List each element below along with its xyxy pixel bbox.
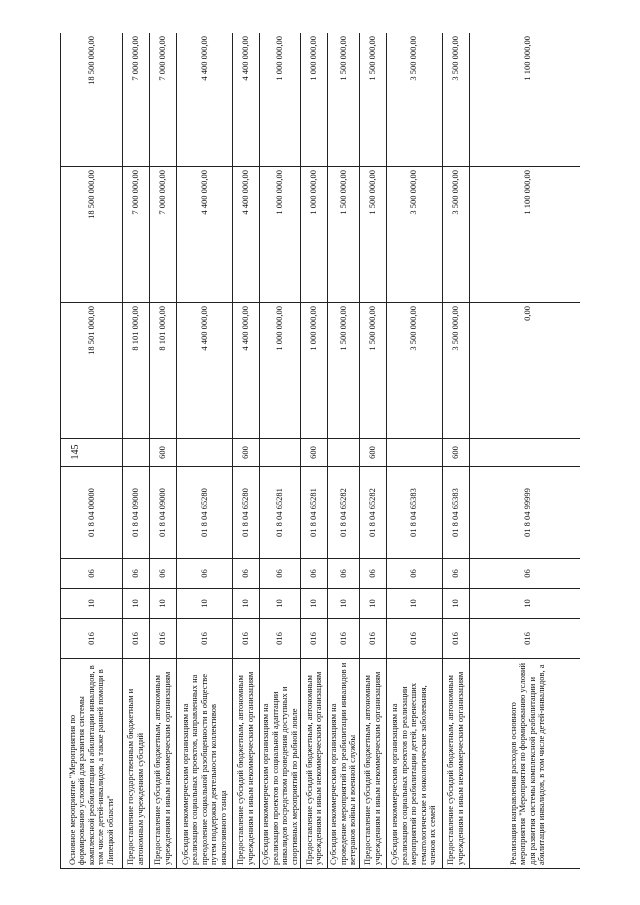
amount-year-1: 1 000 000,00 <box>260 303 301 439</box>
ministry-code: 016 <box>359 619 386 659</box>
table-row <box>150 33 177 869</box>
table-row <box>469 33 580 869</box>
section-code: 10 <box>233 589 260 619</box>
amount-year-3: 3 500 000,00 <box>442 33 469 167</box>
section-code: 10 <box>150 589 177 619</box>
row-name: Субсидии некоммерческим организациям на реализацию социальных проектов, направленных на преодоление социальной разобщенности в обществе путем поддержки деятельности коллективов инклюзивного танца <box>177 659 233 869</box>
amount-year-3: 1 500 000,00 <box>359 33 386 167</box>
expense-type-code <box>61 439 123 467</box>
table-row <box>123 33 150 869</box>
table-row <box>301 33 328 869</box>
subsection-code: 06 <box>123 559 150 589</box>
amount-year-3: 1 100 000,00 <box>469 33 580 167</box>
amount-year-2: 3 500 000,00 <box>386 167 442 303</box>
expense-type-code <box>177 439 233 467</box>
section-code: 10 <box>301 589 328 619</box>
subsection-code: 06 <box>359 559 386 589</box>
amount-year-2: 1 000 000,00 <box>301 167 328 303</box>
amount-year-1: 3 500 000,00 <box>386 303 442 439</box>
subsection-code: 06 <box>61 559 123 589</box>
ministry-code: 016 <box>123 619 150 659</box>
ministry-code: 016 <box>386 619 442 659</box>
target-item-code: 01 8 04 65383 <box>442 467 469 559</box>
amount-year-2: 7 000 000,00 <box>150 167 177 303</box>
expense-type-code: 600 <box>359 439 386 467</box>
subsection-code: 06 <box>233 559 260 589</box>
ministry-code: 016 <box>328 619 360 659</box>
page-number: 145 <box>70 444 81 460</box>
amount-year-2: 18 500 000,00 <box>61 167 123 303</box>
amount-year-2: 1 500 000,00 <box>359 167 386 303</box>
table-row <box>177 33 233 869</box>
section-code: 10 <box>123 589 150 619</box>
amount-year-2: 4 400 000,00 <box>177 167 233 303</box>
table-body <box>61 33 581 869</box>
amount-year-1: 4 400 000,00 <box>233 303 260 439</box>
table-row <box>328 33 360 869</box>
target-item-code: 01 8 04 65281 <box>260 467 301 559</box>
section-code: 10 <box>359 589 386 619</box>
target-item-code: 01 8 04 09000 <box>123 467 150 559</box>
table-row <box>359 33 386 869</box>
expense-type-code: 600 <box>233 439 260 467</box>
target-item-code: 01 8 04 99999 <box>469 467 580 559</box>
row-name: Предоставление субсидий бюджетным, автономным учреждениям и иным некоммерческим организациям <box>359 659 386 869</box>
ministry-code: 016 <box>442 619 469 659</box>
ministry-code: 016 <box>177 619 233 659</box>
amount-year-3: 7 000 000,00 <box>150 33 177 167</box>
amount-year-3: 4 400 000,00 <box>177 33 233 167</box>
row-name: Реализация направления расходов основного мероприятия "Мероприятия по формированию условий для развития системы комплексной реабилитации и абилитации инвалидов, в том числе детей-инвалидов, а <box>469 659 580 869</box>
row-name: Основное мероприятие "Мероприятия по формированию условий для развития системы комплексной реабилитации и абилитации инвалидов, в том числе детей-инвалидов, а также ранней помощи в Липецкой области" <box>61 659 123 869</box>
amount-year-3: 3 500 000,00 <box>386 33 442 167</box>
table-row <box>442 33 469 869</box>
subsection-code: 06 <box>177 559 233 589</box>
amount-year-3: 1 500 000,00 <box>328 33 360 167</box>
amount-year-1: 1 500 000,00 <box>328 303 360 439</box>
ministry-code: 016 <box>150 619 177 659</box>
amount-year-1: 3 500 000,00 <box>442 303 469 439</box>
ministry-code: 016 <box>233 619 260 659</box>
subsection-code: 06 <box>469 559 580 589</box>
row-name: Предоставление государственным бюджетным и автономным учреждениям субсидий <box>123 659 150 869</box>
row-name: Предоставление субсидий бюджетным, автономным учреждениям и иным некоммерческим организациям <box>150 659 177 869</box>
row-name: Предоставление субсидий бюджетным, автономным учреждениям и иным некоммерческим организациям <box>301 659 328 869</box>
expense-type-code: 600 <box>442 439 469 467</box>
amount-year-2: 1 000 000,00 <box>260 167 301 303</box>
ministry-code: 016 <box>260 619 301 659</box>
amount-year-3: 1 000 000,00 <box>260 33 301 167</box>
section-code: 10 <box>469 589 580 619</box>
subsection-code: 06 <box>328 559 360 589</box>
section-code: 10 <box>177 589 233 619</box>
row-name: Субсидии некоммерческим организациям на проведение мероприятий по реабилитации инвалидов и ветеранов войны и военной службы <box>328 659 360 869</box>
expense-type-code <box>328 439 360 467</box>
amount-year-3: 7 000 000,00 <box>123 33 150 167</box>
amount-year-3: 1 000 000,00 <box>301 33 328 167</box>
target-item-code: 01 8 04 65280 <box>177 467 233 559</box>
amount-year-3: 18 500 000,00 <box>61 33 123 167</box>
section-code: 10 <box>442 589 469 619</box>
expense-type-code: 600 <box>301 439 328 467</box>
row-name: Субсидии некоммерческим организациям на реализацию проектов по социальной адаптации инвалидов посредством проведения доступных и спортивных мероприятий по рыбной ловле <box>260 659 301 869</box>
amount-year-1: 0,00 <box>469 303 580 439</box>
section-code: 10 <box>61 589 123 619</box>
target-item-code: 01 8 04 00000 <box>61 467 123 559</box>
section-code: 10 <box>328 589 360 619</box>
budget-table <box>60 33 580 869</box>
subsection-code: 06 <box>386 559 442 589</box>
subsection-code: 06 <box>442 559 469 589</box>
target-item-code: 01 8 04 09000 <box>150 467 177 559</box>
target-item-code: 01 8 04 65282 <box>359 467 386 559</box>
ministry-code: 016 <box>469 619 580 659</box>
expense-type-code <box>260 439 301 467</box>
amount-year-2: 1 500 000,00 <box>328 167 360 303</box>
ministry-code: 016 <box>301 619 328 659</box>
row-name: Предоставление субсидий бюджетным, автономным учреждениям и иным некоммерческим организациям <box>233 659 260 869</box>
table-row <box>233 33 260 869</box>
subsection-code: 06 <box>301 559 328 589</box>
rotated-table-container <box>60 33 580 869</box>
expense-type-code <box>386 439 442 467</box>
expense-type-code <box>469 439 580 467</box>
section-code: 10 <box>386 589 442 619</box>
ministry-code: 016 <box>61 619 123 659</box>
amount-year-3: 4 400 000,00 <box>233 33 260 167</box>
row-name: Субсидии некоммерческим организациям на реализацию социальных проектов по реализации мероприятий по реабилитации детей, перенесших гематологические и онкологические заболевания, членов их семей <box>386 659 442 869</box>
target-item-code: 01 8 04 65281 <box>301 467 328 559</box>
expense-type-code: 600 <box>150 439 177 467</box>
table-row <box>260 33 301 869</box>
amount-year-1: 1 500 000,00 <box>359 303 386 439</box>
row-name: Предоставление субсидий бюджетным, автономным учреждениям и иным некоммерческим организациям <box>442 659 469 869</box>
expense-type-code <box>123 439 150 467</box>
amount-year-1: 8 101 000,00 <box>123 303 150 439</box>
target-item-code: 01 8 04 65282 <box>328 467 360 559</box>
amount-year-1: 4 400 000,00 <box>177 303 233 439</box>
amount-year-2: 7 000 000,00 <box>123 167 150 303</box>
target-item-code: 01 8 04 65383 <box>386 467 442 559</box>
subsection-code: 06 <box>260 559 301 589</box>
target-item-code: 01 8 04 65280 <box>233 467 260 559</box>
amount-year-2: 3 500 000,00 <box>442 167 469 303</box>
amount-year-1: 1 000 000,00 <box>301 303 328 439</box>
amount-year-1: 8 101 000,00 <box>150 303 177 439</box>
amount-year-1: 18 501 000,00 <box>61 303 123 439</box>
amount-year-2: 1 100 000,00 <box>469 167 580 303</box>
section-code: 10 <box>260 589 301 619</box>
table-row <box>61 33 123 869</box>
subsection-code: 06 <box>150 559 177 589</box>
amount-year-2: 4 400 000,00 <box>233 167 260 303</box>
table-row <box>386 33 442 869</box>
